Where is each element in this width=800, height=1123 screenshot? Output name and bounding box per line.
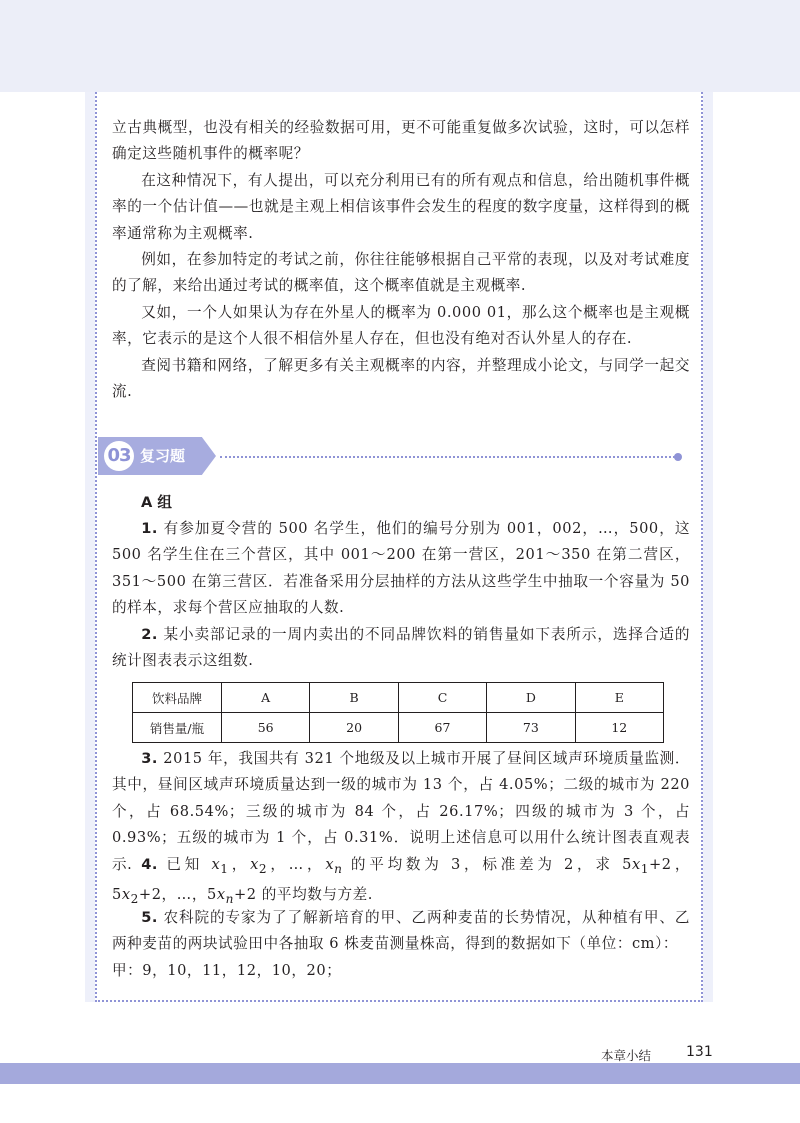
frame-left-shade: [85, 92, 95, 1002]
exercise-5-number: 5.: [141, 909, 158, 926]
table-header-cell: 销售量/瓶: [133, 713, 222, 743]
section-divider: [220, 456, 675, 458]
exercise-4-text: 已知: [166, 856, 212, 873]
section-title: 复习题: [140, 447, 186, 465]
page-bottom-band: [0, 1063, 800, 1084]
table-cell: 56: [222, 713, 310, 743]
section-divider-dot: [674, 453, 682, 461]
section-number: 03: [104, 441, 134, 471]
table-cell: A: [222, 683, 310, 713]
table-row: [133, 683, 664, 713]
page-number: 131: [686, 1044, 713, 1060]
sales-table: [132, 682, 664, 743]
exercise-2-number: 2.: [141, 626, 158, 643]
intro-paragraph-1: 立古典概型，也没有相关的经验数据可用，更不可能重复做多次试验，这时，可以怎样确定这些随机事件的概率呢？: [112, 119, 690, 163]
table-cell: 67: [398, 713, 486, 743]
exercise-4-text: +2，5: [112, 856, 690, 904]
footer-chapter-label: 本章小结: [601, 1048, 652, 1063]
table-cell: E: [575, 683, 663, 713]
page-top-band: [0, 0, 800, 92]
intro-paragraph-4: 又如，一个人如果认为存在外星人的概率为 0.000 01，那么这个概率也是主观概率，它表示的是这个人很不相信外星人存在，但也没有绝对否认外星人的存在.: [112, 304, 690, 348]
exercise-5-data: 甲：9，10，11，12，10，20；: [112, 962, 342, 979]
exercise-4-text: +2 的平均数与方差.: [233, 886, 373, 904]
exercise-3-text: 2015 年，我国共有 321 个地级及以上城市开展了昼间区域声环境质量监测．其中，昼间区域声环境质量达到一级的城市为 13 个，占 4.05%；二级的城市为 220 个，占 68.54%；三级的城市为 84 个，占 26.17%；四级的城市为 3 个，占 0.93%；五级的城市为 1 个，占 0.31%．说明上述信息可以用什么统计图表直观表示.: [112, 750, 690, 873]
intro-paragraph-5: 查阅书籍和网络，了解更多有关主观概率的内容，并整理成小论文，与同学一起交流.: [112, 357, 690, 401]
intro-paragraph-3: 例如，在参加特定的考试之前，你往往能够根据自己平常的表现，以及对考试难度的了解，来给出通过考试的概率值，这个概率值就是主观概率.: [112, 251, 690, 295]
group-label: A 组: [141, 494, 172, 511]
math-variables: $x_1$，$x_2$，…，$x_n$: [211, 856, 343, 876]
table-cell: 73: [487, 713, 575, 743]
table-cell: B: [310, 683, 398, 713]
table-cell: 20: [310, 713, 398, 743]
exercise-4-text: 的平均数为 3，标准差为 2，求 5: [350, 856, 632, 873]
exercise-4-number: 4.: [141, 856, 158, 873]
page-bottom-margin: [0, 1084, 800, 1123]
table-cell: D: [487, 683, 575, 713]
table-cell: C: [398, 683, 486, 713]
exercise-1-text: 有参加夏令营的 500 名学生，他们的编号分别为 001，002，…，500，这 500 名学生住在三个营区，其中 001～200 在第一营区，201～350 在第二营区，351～500 在第三营区．若准备采用分层抽样的方法从这些学生中抽取一个容量为 50 的样本，求每个营区应抽取的人数.: [112, 520, 690, 617]
exercise-5-text: 农科院的专家为了了解新培育的甲、乙两种麦苗的长势情况，从种植有甲、乙两种麦苗的两块试验田中各抽取 6 株麦苗测量株高，得到的数据如下（单位：cm）：: [112, 909, 690, 953]
table-cell: 12: [575, 713, 663, 743]
table-header-cell: 饮料品牌: [133, 683, 222, 713]
frame-right-shade: [703, 92, 713, 1002]
exercise-2-text: 某小卖部记录的一周内卖出的不同品牌饮料的销售量如下表所示，选择合适的统计图表表示这组数.: [112, 626, 690, 670]
exercise-4-text: +2，…，5: [138, 886, 217, 904]
exercise-1: [112, 516, 690, 622]
exercise-3-number: 3.: [141, 750, 158, 767]
exercise-4: 4. 已知 $x_1$，$x_2$，…，$x_n$ 的平均数为 3，标准差为 2，求 $5x_1+2$，$5x_2+2$，…，$5x_n+2$ 的平均数与方差.: [112, 856, 690, 907]
intro-paragraph-2: 在这种情况下，有人提出，可以充分利用已有的所有观点和信息，给出随机事件概率的一个估计值——也就是主观上相信该事件会发生的程度的数字度量，这样得到的概率通常称为主观概率.: [112, 172, 690, 242]
exercise-5: [112, 905, 690, 958]
table-row: [133, 713, 664, 743]
exercise-1-number: 1.: [141, 520, 158, 537]
exercise-2: [112, 622, 690, 675]
